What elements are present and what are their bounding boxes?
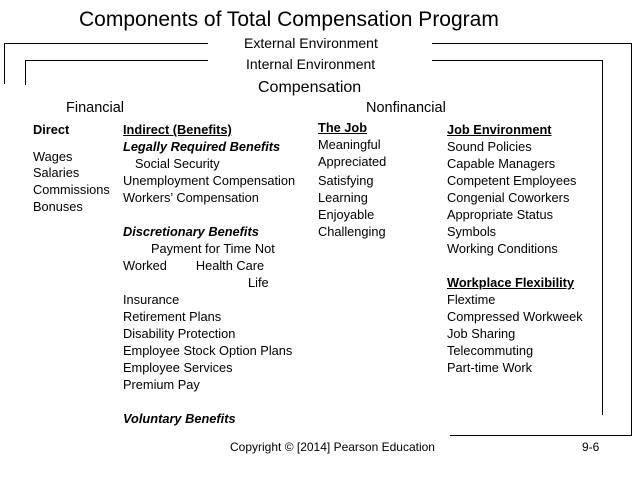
page-title: Components of Total Compensation Program: [79, 8, 499, 31]
internal-frame-top-left: [25, 60, 208, 61]
list-item: Job Sharing: [447, 326, 516, 341]
list-item: Wages: [33, 149, 73, 164]
list-item: Competent Employees: [447, 173, 577, 188]
list-item: Appreciated: [318, 154, 387, 169]
list-item: Congenial Coworkers: [447, 190, 570, 205]
list-item: Premium Pay: [123, 377, 200, 392]
voluntary-heading: Voluntary Benefits: [123, 411, 236, 426]
list-item: Appropriate Status: [447, 207, 553, 222]
list-item: Bonuses: [33, 199, 83, 214]
list-item: Disability Protection: [123, 326, 236, 341]
list-item: Learning: [318, 190, 368, 205]
list-item: Challenging: [318, 224, 386, 239]
copyright-text: Copyright © [2014] Pearson Education: [230, 440, 435, 454]
list-item: Salaries: [33, 165, 80, 180]
workplace-flexibility-heading: Workplace Flexibility: [447, 275, 575, 290]
external-frame-top-left: [4, 43, 208, 44]
the-job-column: [318, 119, 386, 240]
external-frame-top-right: [432, 43, 632, 44]
direct-heading: Direct: [33, 122, 70, 137]
list-item: Workers’ Compensation: [123, 190, 259, 205]
list-item: Working Conditions: [447, 241, 558, 256]
nonfinancial-heading: Nonfinancial: [366, 100, 446, 116]
list-item: Sound Policies: [447, 139, 532, 154]
indirect-heading: [123, 121, 295, 138]
indirect-heading-text: Indirect (Benefits): [123, 122, 232, 137]
list-item: Retirement Plans: [123, 309, 222, 324]
the-job-heading: The Job: [318, 120, 368, 135]
external-frame-bottom: [450, 435, 632, 436]
external-frame-right: [631, 43, 632, 436]
list-item: Social Security: [135, 156, 220, 171]
external-environment-label: External Environment: [244, 35, 378, 51]
indirect-column: [123, 121, 295, 427]
job-environment-heading: Job Environment: [447, 122, 552, 137]
page-number: 9-6: [582, 440, 600, 454]
list-item: Part-time Work: [447, 360, 533, 375]
legally-required-heading: Legally Required Benefits: [123, 139, 281, 154]
compensation-heading: Compensation: [258, 79, 362, 96]
list-item: Insurance: [123, 292, 180, 307]
list-item: Meaningful: [318, 137, 381, 152]
internal-frame-left: [25, 60, 26, 85]
list-item: Compressed Workweek: [447, 309, 583, 324]
financial-heading: Financial: [66, 100, 125, 116]
list-item: Capable Managers: [447, 156, 556, 171]
disc-worked-text: Worked: [123, 258, 167, 273]
list-item: Unemployment Compensation: [123, 173, 296, 188]
direct-column: [33, 121, 110, 215]
list-item: Life: [248, 275, 269, 290]
list-item: Satisfying: [318, 173, 374, 188]
disc-health-text: Health Care: [195, 258, 265, 273]
job-environment-column: [447, 121, 583, 376]
external-frame-left: [4, 43, 5, 84]
list-item: [123, 257, 295, 274]
list-item: Payment for Time Not: [151, 241, 275, 256]
list-item: Employee Stock Option Plans: [123, 343, 293, 358]
internal-environment-label: Internal Environment: [246, 56, 376, 72]
list-item: Employee Services: [123, 360, 233, 375]
list-item: Enjoyable: [318, 207, 375, 222]
discretionary-heading: Discretionary Benefits: [123, 224, 259, 239]
internal-frame-top-right: [432, 60, 603, 61]
list-item: Telecommuting: [447, 343, 534, 358]
list-item: Symbols: [447, 224, 497, 239]
list-item: Commissions: [33, 182, 110, 197]
list-item: Flextime: [447, 292, 496, 307]
internal-frame-right: [602, 60, 603, 415]
